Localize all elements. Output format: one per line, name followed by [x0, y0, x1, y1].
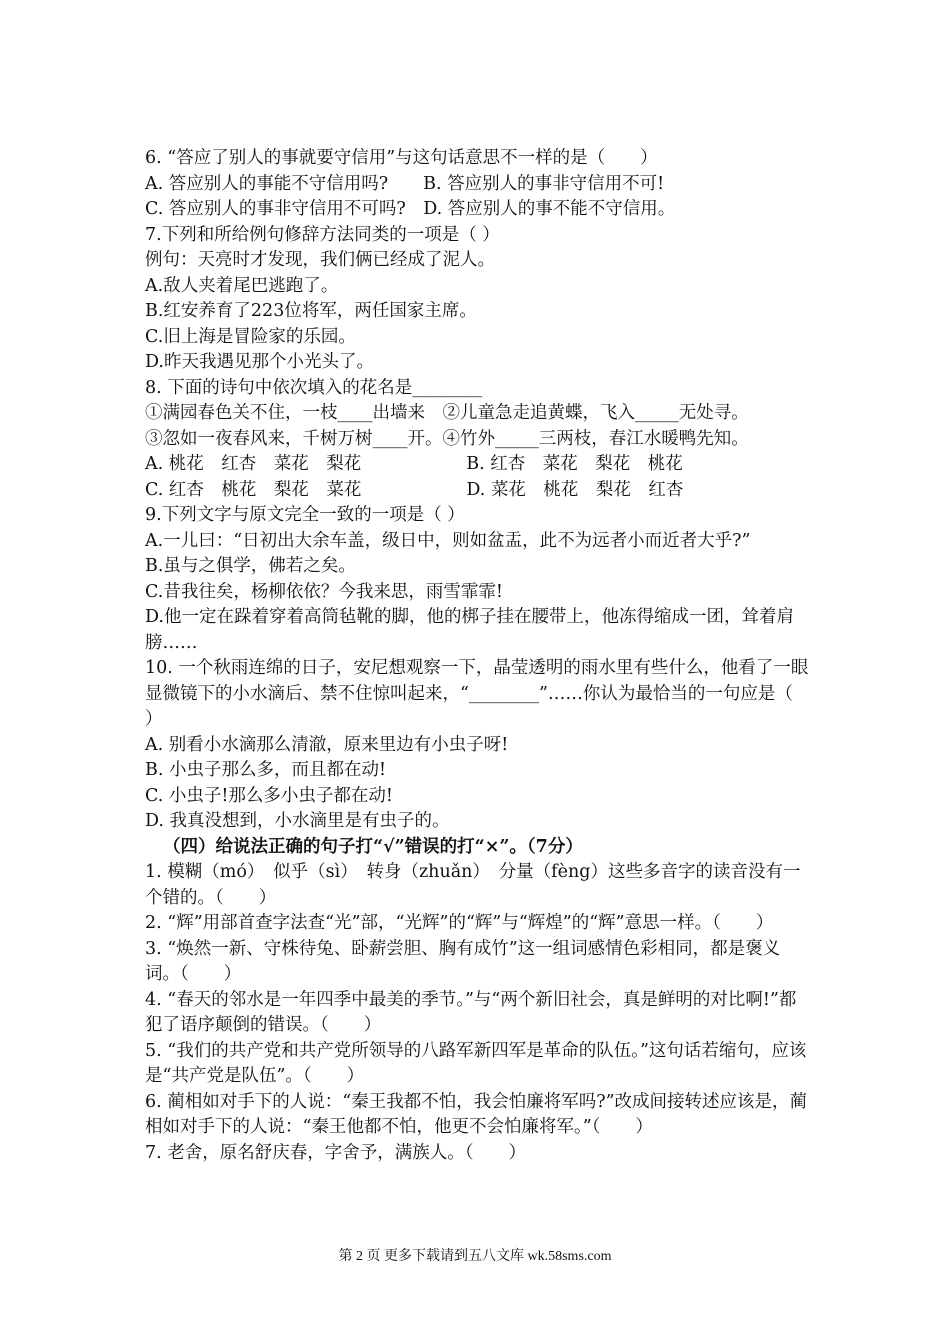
option-b: B. 小虫子那么多，而且都在动!: [145, 760, 387, 780]
judgement-item: 4. “春天的邻水是一年四季中最美的季节。”与“两个新旧社会，真是鲜明的对比啊!”都犯了语序颠倒的错误。（ ）: [145, 989, 797, 1035]
judgement-item: 3. “焕然一新、守株待兔、卧薪尝胆、胸有成竹”这一组词感情色彩相同，都是褒义词。（ ）: [145, 938, 781, 984]
poem-line-2: ③忽如一夜春风来，千树万树____开。④竹外_____三两枝，春江水暖鸭先知。: [145, 428, 749, 449]
section-heading: （四）给说法正确的句子打“√”错误的打“×”。（7分）: [163, 836, 583, 857]
poem-line-1: ①满园春色关不住，一枝____出墙来 ②儿童急走追黄蝶，飞入_____无处寻。: [145, 403, 749, 423]
option-d: D. 我真没想到，小水滴里是有虫子的。: [145, 811, 450, 831]
judgement-item: 6. 蔺相如对手下的人说：“秦王我都不怕，我会怕廉将军吗?”改成间接转述应该是，蔺相如对手下的人说：“秦王他都不怕，他更不会怕廉将军。”（ ）: [145, 1091, 808, 1137]
question-10: [145, 656, 828, 835]
option-d: D.昨天我遇见那个小光头了。: [145, 352, 374, 372]
option-b: B.虽与之俱学，佛若之矣。: [145, 556, 356, 576]
judgement-item: 7. 老舍，原名舒庆春，字舍予，满族人。（ ）: [145, 1142, 527, 1163]
question-stem: 8. 下面的诗句中依次填入的花名是________: [145, 377, 483, 398]
options-cd: C. 答应别人的事非守信用不可吗? D. 答应别人的事不能不守信用。: [145, 199, 676, 219]
options-cd: C. 红杏 桃花 梨花 菜花 D. 菜花 桃花 梨花 红杏: [145, 479, 684, 500]
page-footer: 第 2 页 更多下载请到五八文库 wk.58sms.com: [338, 1249, 612, 1264]
section-4: [145, 835, 813, 1167]
option-a: A.敌人夹着尾巴逃跑了。: [145, 275, 339, 296]
option-c: C.旧上海是冒险家的乐园。: [145, 326, 356, 347]
option-c: C.昔我往矣，杨柳依依？今我来思，雨雪霏霏!: [145, 581, 503, 602]
question-8: [145, 376, 813, 504]
question-stem: 10. 一个秋雨连绵的日子，安尼想观察一下，晶莹透明的雨水里有些什么，他看了一眼显微镜下的小水滴后、禁不住惊叫起来，“________”……你认为最恰当的一句应是（ ）: [145, 658, 828, 729]
question-7: [145, 223, 813, 376]
options-ab: A. 桃花 红杏 菜花 梨花 B. 红杏 菜花 梨花 桃花: [145, 454, 683, 474]
question-6: [145, 146, 813, 223]
question-stem: 9.下列文字与原文完全一致的一项是（ ）: [145, 505, 465, 525]
judgement-item: 1. 模糊（mó） 似乎（sì） 转身（zhuǎn） 分量（fèng）这些多音字的读音没有一个错的。（ ）: [145, 862, 801, 908]
question-stem: 7.下列和所给例句修辞方法同类的一项是（ ）: [145, 224, 500, 245]
question-9: [145, 503, 813, 656]
option-d: D.他一定在跺着穿着高筒毡靴的脚，他的梆子挂在腰带上，他冻得缩成一团，耸着肩膀……: [145, 607, 794, 653]
question-stem: 6. “答应了别人的事就要守信用”与这句话意思不一样的是（ ）: [145, 148, 658, 168]
example-sentence: 例句：天亮时才发现，我们俩已经成了泥人。: [145, 250, 495, 270]
exam-content: [145, 146, 828, 1166]
option-a: A.一儿曰：“日初出大余车盖，级日中，则如盆盂，此不为远者小而近者大乎?”: [145, 530, 751, 551]
option-a: A. 别看小水滴那么清澈，原来里边有小虫子呀!: [145, 734, 509, 755]
options-ab: A. 答应别人的事能不守信用吗? B. 答应别人的事非守信用不可!: [145, 173, 665, 194]
judgement-item: 2. “辉”用部首查字法查“光”部，“光辉”的“辉”与“辉煌”的“辉”意思一样。（ ）: [145, 913, 774, 933]
option-c: C. 小虫子!那么多小虫子都在动!: [145, 785, 393, 806]
judgement-item: 5. “我们的共产党和共产党所领导的八路军新四军是革命的队伍。”这句话若缩句，应该是“共产党是队伍”。（ ）: [145, 1040, 807, 1086]
option-b: B.红安养育了223位将军，两任国家主席。: [145, 301, 477, 321]
